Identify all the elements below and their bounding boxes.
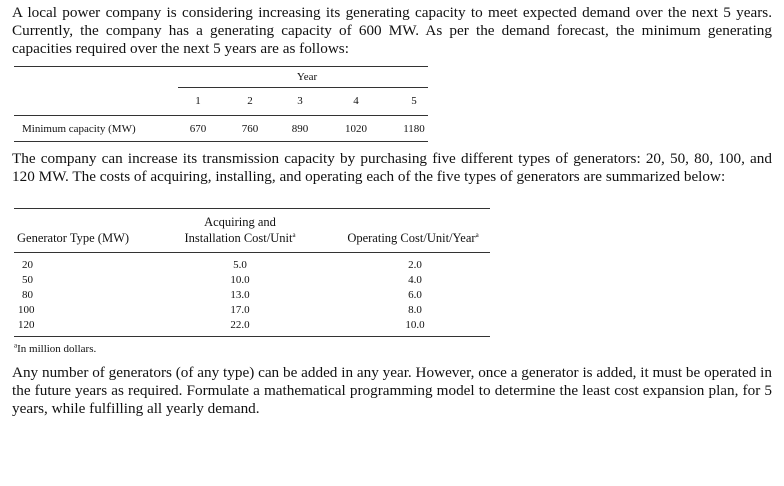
- table2-col-acq-line1: Acquiring and: [204, 215, 276, 229]
- table2-type-2: 50: [22, 274, 33, 286]
- table1-year-5: 5: [411, 95, 417, 107]
- table2-acq-4: 17.0: [230, 304, 250, 316]
- table2-type-4: 100: [18, 304, 35, 316]
- table2-type-5: 120: [18, 319, 35, 331]
- table1-year-2: 2: [247, 95, 253, 107]
- table1-year-rule: [178, 87, 428, 88]
- footnote-marker: a: [14, 341, 18, 350]
- table2-op-2: 4.0: [408, 274, 422, 286]
- table2-op-3: 6.0: [408, 289, 422, 301]
- table2-acq-3: 13.0: [230, 289, 250, 301]
- table2-type-1: 20: [22, 259, 33, 271]
- table1-value-3: 890: [291, 123, 309, 135]
- table2-top-rule: [14, 208, 490, 209]
- table2-col-operating: Operating Cost/Unit/Year$^a$: [347, 230, 479, 245]
- table2-acq-1: 5.0: [233, 259, 247, 271]
- table2-op-4: 8.0: [408, 304, 422, 316]
- table1-row-label: Minimum capacity (MW): [22, 123, 136, 135]
- table1-bottom-rule: [14, 141, 428, 142]
- table2-col-generator-type: Generator Type (MW): [17, 231, 130, 245]
- table1-year-1: 1: [195, 95, 201, 107]
- table2-acq-5: 22.0: [230, 319, 250, 331]
- table1-year-3: 3: [297, 95, 303, 107]
- table1-value-5: 1180: [403, 123, 425, 135]
- table1-value-4: 1020: [345, 123, 367, 135]
- footnote-marker: a: [475, 230, 479, 239]
- table1-year-4: 4: [353, 95, 359, 107]
- footnote-marker: a: [292, 230, 296, 239]
- table1-mid-rule: [14, 115, 428, 116]
- table2-bottom-rule: [14, 336, 490, 337]
- middle-paragraph: The company can increase its transmission capacity by purchasing five different types of generators: 20, 50, 80, 100, and 120 MW. The costs of acquiring, installing, and operating each of the five types of generators are summarized below:: [12, 150, 772, 185]
- table2-op-1: 2.0: [408, 259, 422, 271]
- table2-col-acq-line2: Installation Cost/Unit$^a$: [184, 230, 296, 245]
- table1-value-2: 760: [241, 123, 259, 135]
- table1-value-1: 670: [189, 123, 207, 135]
- intro-paragraph: A local power company is considering increasing its generating capacity to meet expected demand over the next 5 years. Currently, the company has a generating capacity of 600 MW. As per the demand forecast, the minimum generating capacities required over the next 5 years are as follows:: [12, 4, 772, 57]
- table1-top-rule: [14, 66, 428, 67]
- table2-footnote: $^a$In million dollars.: [14, 341, 97, 355]
- table1-year-label: Year: [296, 71, 318, 83]
- table2-acq-2: 10.0: [230, 274, 250, 286]
- table2-type-3: 80: [22, 289, 33, 301]
- table2-op-5: 10.0: [405, 319, 425, 331]
- outro-paragraph: Any number of generators (of any type) can be added in any year. However, once a generator is added, it must be operated in the future years as required. Formulate a mathematical programming model to determine the least cost expansion plan, for 5 years, while fulfilling all yearly demand.: [12, 364, 772, 417]
- table2-mid-rule: [14, 252, 490, 253]
